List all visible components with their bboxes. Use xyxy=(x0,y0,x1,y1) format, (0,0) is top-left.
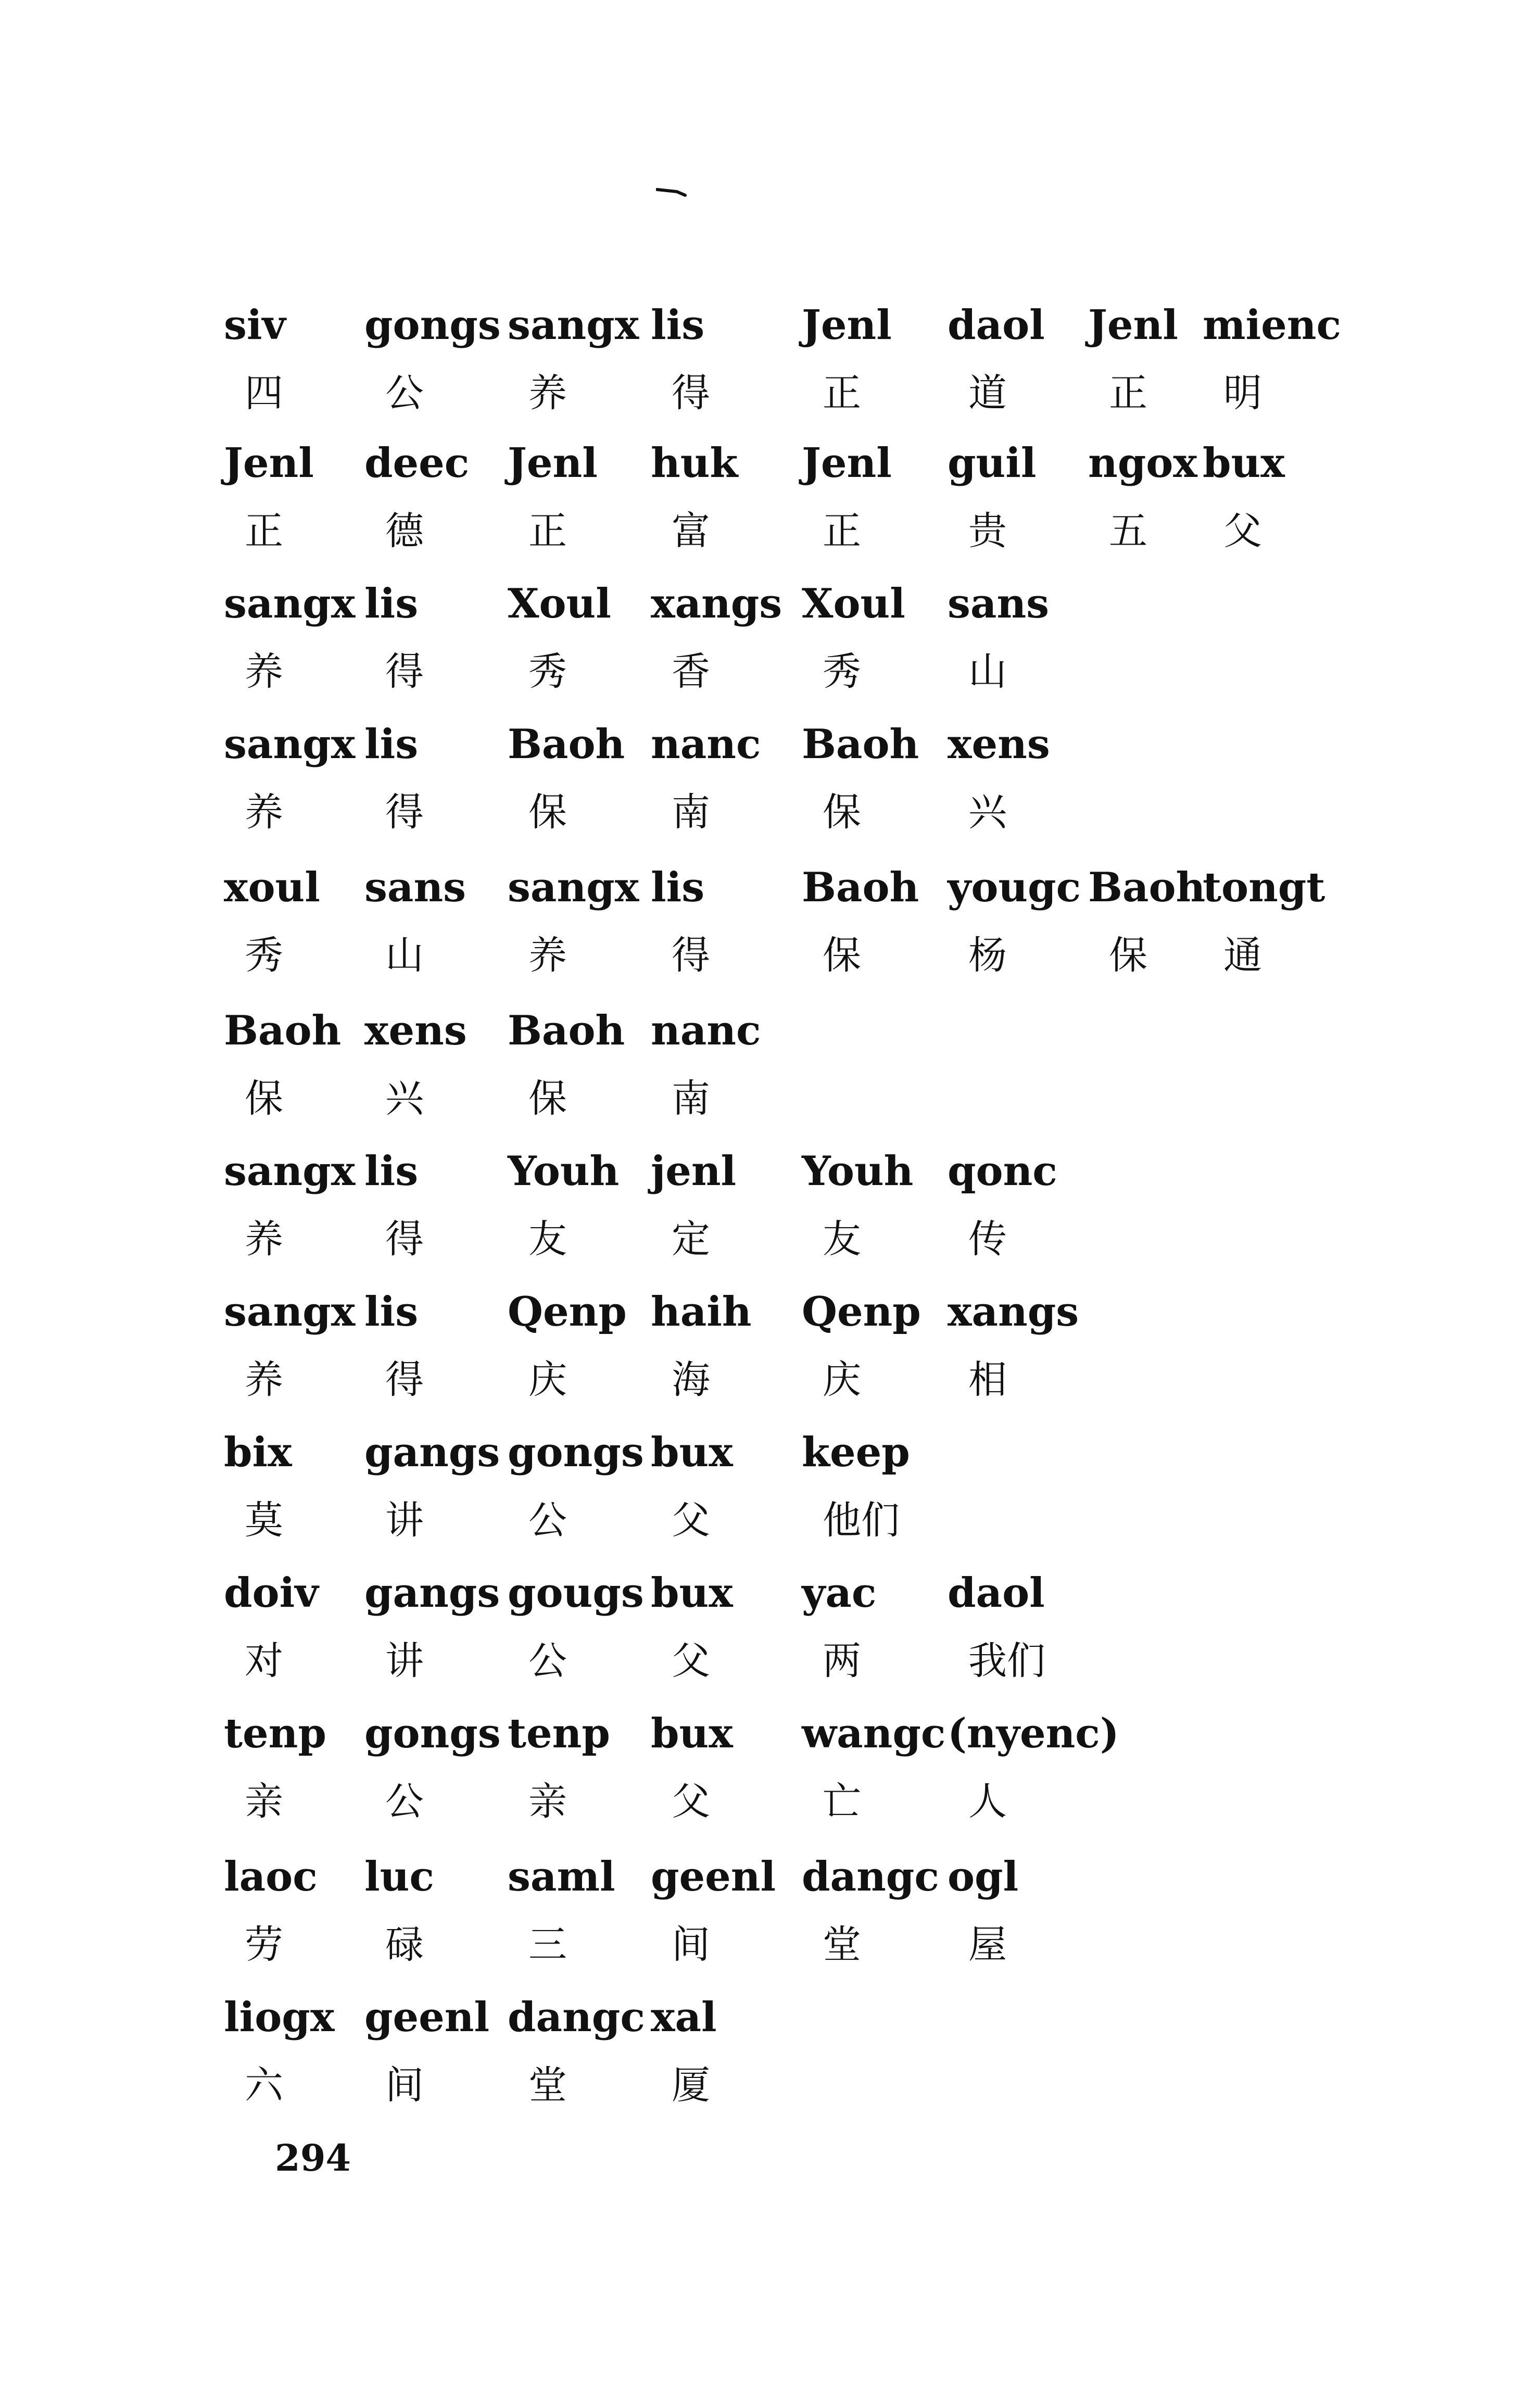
romanized-line xyxy=(224,1278,1390,1346)
romanized-word: gougs xyxy=(508,1569,644,1617)
chinese-word: 秀 xyxy=(245,933,283,978)
chinese-word: 秀 xyxy=(528,649,567,694)
romanized-word: mienc xyxy=(1203,301,1341,349)
romanized-word: ogl xyxy=(948,1853,1019,1900)
romanized-word: Qenp xyxy=(802,1288,921,1336)
chinese-word: 养 xyxy=(245,1357,283,1402)
romanized-word: gongs xyxy=(508,1429,644,1476)
chinese-word: 兴 xyxy=(385,1076,424,1121)
romanized-word: qonc xyxy=(948,1148,1057,1195)
chinese-word: 明 xyxy=(1223,371,1262,415)
romanized-word: yougc xyxy=(948,864,1081,911)
chinese-word: 公 xyxy=(385,1779,424,1824)
romanized-word: guil xyxy=(948,439,1037,487)
romanized-word: (nyenc) xyxy=(948,1710,1119,1757)
romanized-line xyxy=(224,1843,1390,1911)
chinese-word: 正 xyxy=(245,509,283,553)
romanized-line xyxy=(224,292,1390,359)
chinese-word: 父 xyxy=(1223,509,1262,553)
romanized-word: xens xyxy=(948,721,1050,768)
romanized-word: Qenp xyxy=(508,1288,627,1336)
romanized-word: sangx xyxy=(224,1148,356,1195)
romanized-line xyxy=(224,430,1390,497)
chinese-word: 厦 xyxy=(672,2063,710,2108)
romanized-line xyxy=(224,711,1390,778)
chinese-line xyxy=(224,497,1390,565)
chinese-word: 间 xyxy=(672,1922,710,1967)
romanized-word: dangc xyxy=(508,1994,645,2041)
romanized-word: saml xyxy=(508,1853,615,1900)
romanized-word: lis xyxy=(364,1148,419,1195)
chinese-word: 山 xyxy=(385,933,424,978)
romanized-word: ngox xyxy=(1088,439,1197,487)
chinese-word: 亡 xyxy=(823,1779,861,1824)
chinese-word: 正 xyxy=(823,371,861,415)
romanized-word: lis xyxy=(364,580,419,627)
chinese-word: 碌 xyxy=(385,1922,424,1967)
chinese-word: 保 xyxy=(245,1076,283,1121)
romanized-word: Jenl xyxy=(508,439,598,487)
romanized-word: xens xyxy=(364,1007,467,1054)
romanized-word: Baoh xyxy=(1088,864,1206,911)
romanized-word: gangs xyxy=(364,1429,500,1476)
chinese-word: 定 xyxy=(672,1217,710,1262)
chinese-line xyxy=(224,922,1390,989)
romanized-word: sangx xyxy=(224,721,356,768)
chinese-word: 五 xyxy=(1109,509,1147,553)
chinese-line xyxy=(224,1065,1390,1132)
chinese-word: 传 xyxy=(968,1217,1007,1262)
romanized-word: laoc xyxy=(224,1853,318,1900)
chinese-word: 间 xyxy=(385,2063,424,2108)
chinese-word: 得 xyxy=(672,371,710,415)
romanized-line xyxy=(224,1700,1390,1768)
chinese-word: 友 xyxy=(823,1217,861,1262)
romanized-word: sans xyxy=(364,864,466,911)
chinese-word: 堂 xyxy=(823,1922,861,1967)
romanized-word: lis xyxy=(364,1288,419,1336)
romanized-word: Baoh xyxy=(508,721,625,768)
romanized-word: wangc xyxy=(802,1710,946,1757)
romanized-word: gongs xyxy=(364,301,501,349)
chinese-word: 堂 xyxy=(528,2063,567,2108)
chinese-line xyxy=(224,1486,1390,1554)
romanized-word: bux xyxy=(651,1429,733,1476)
romanized-line xyxy=(224,1419,1390,1486)
chinese-word: 保 xyxy=(823,790,861,835)
romanized-line xyxy=(224,1559,1390,1627)
romanized-word: Jenl xyxy=(802,439,892,487)
dash-mark-icon xyxy=(656,187,687,197)
chinese-word: 亲 xyxy=(245,1779,283,1824)
chinese-word: 道 xyxy=(968,371,1007,415)
chinese-word: 劳 xyxy=(245,1922,283,1967)
romanized-word: xoul xyxy=(224,864,320,911)
romanized-word: lis xyxy=(651,864,705,911)
chinese-word: 德 xyxy=(385,509,424,553)
chinese-word: 通 xyxy=(1223,933,1262,978)
page-number: 294 xyxy=(275,2136,351,2180)
romanized-word: Jenl xyxy=(1088,301,1178,349)
romanized-word: sangx xyxy=(224,1288,356,1336)
romanized-word: lis xyxy=(651,301,705,349)
romanized-line xyxy=(224,854,1390,922)
chinese-word: 他们 xyxy=(823,1498,900,1543)
romanized-word: yac xyxy=(802,1569,877,1617)
chinese-word: 庆 xyxy=(823,1357,861,1402)
chinese-word: 得 xyxy=(385,1357,424,1402)
chinese-word: 屋 xyxy=(968,1922,1007,1967)
romanized-word: xangs xyxy=(948,1288,1079,1336)
chinese-word: 南 xyxy=(672,790,710,835)
romanized-word: Baoh xyxy=(802,864,919,911)
romanized-line xyxy=(224,1984,1390,2051)
chinese-word: 保 xyxy=(528,790,567,835)
romanized-line xyxy=(224,997,1390,1065)
chinese-word: 正 xyxy=(823,509,861,553)
romanized-word: liogx xyxy=(224,1994,335,2041)
romanized-word: nanc xyxy=(651,1007,761,1054)
chinese-word: 友 xyxy=(528,1217,567,1262)
chinese-word: 养 xyxy=(245,1217,283,1262)
romanized-word: daol xyxy=(948,301,1045,349)
chinese-line xyxy=(224,1627,1390,1695)
romanized-word: sangx xyxy=(508,864,639,911)
romanized-word: Baoh xyxy=(508,1007,625,1054)
chinese-word: 正 xyxy=(1109,371,1147,415)
chinese-word: 公 xyxy=(385,371,424,415)
chinese-word: 人 xyxy=(968,1779,1007,1824)
romanized-word: bix xyxy=(224,1429,292,1476)
romanized-word: gangs xyxy=(364,1569,500,1617)
chinese-line xyxy=(224,359,1390,427)
romanized-word: siv xyxy=(224,301,286,349)
chinese-word: 秀 xyxy=(823,649,861,694)
chinese-word: 香 xyxy=(672,649,710,694)
romanized-word: Jenl xyxy=(802,301,892,349)
chinese-word: 公 xyxy=(528,1639,567,1683)
romanized-word: Baoh xyxy=(224,1007,342,1054)
romanized-word: lis xyxy=(364,721,419,768)
romanized-word: Xoul xyxy=(508,580,611,627)
romanized-word: xangs xyxy=(651,580,782,627)
romanized-line xyxy=(224,1138,1390,1205)
chinese-word: 海 xyxy=(672,1357,710,1402)
chinese-line xyxy=(224,1205,1390,1273)
chinese-line xyxy=(224,1346,1390,1414)
chinese-word: 父 xyxy=(672,1639,710,1683)
romanized-word: Youh xyxy=(508,1148,620,1195)
chinese-word: 得 xyxy=(385,790,424,835)
chinese-word: 莫 xyxy=(245,1498,283,1543)
decorative-mark xyxy=(656,187,687,197)
chinese-word: 相 xyxy=(968,1357,1007,1402)
chinese-line xyxy=(224,778,1390,846)
romanized-word: dangc xyxy=(802,1853,939,1900)
chinese-word: 养 xyxy=(528,933,567,978)
chinese-word: 养 xyxy=(245,790,283,835)
chinese-word: 得 xyxy=(385,649,424,694)
romanized-word: sangx xyxy=(508,301,639,349)
romanized-word: tenp xyxy=(224,1710,326,1757)
chinese-word: 三 xyxy=(528,1922,567,1967)
romanized-word: Xoul xyxy=(802,580,905,627)
romanized-word: daol xyxy=(948,1569,1045,1617)
romanized-word: jenl xyxy=(651,1148,737,1195)
romanized-word: gongs xyxy=(364,1710,501,1757)
chinese-word: 养 xyxy=(528,371,567,415)
chinese-word: 杨 xyxy=(968,933,1007,978)
romanized-line xyxy=(224,570,1390,638)
chinese-word: 保 xyxy=(823,933,861,978)
chinese-word: 两 xyxy=(823,1639,861,1683)
romanized-word: tenp xyxy=(508,1710,610,1757)
romanized-word: bux xyxy=(1203,439,1285,487)
romanized-word: sans xyxy=(948,580,1050,627)
romanized-word: huk xyxy=(651,439,738,487)
romanized-word: deec xyxy=(364,439,470,487)
romanized-word: bux xyxy=(651,1710,733,1757)
romanized-word: keep xyxy=(802,1429,910,1476)
romanized-word: geenl xyxy=(364,1994,490,2041)
romanized-word: Jenl xyxy=(224,439,314,487)
chinese-word: 富 xyxy=(672,509,710,553)
chinese-word: 父 xyxy=(672,1498,710,1543)
chinese-word: 讲 xyxy=(385,1498,424,1543)
chinese-word: 对 xyxy=(245,1639,283,1683)
chinese-line xyxy=(224,1911,1390,1979)
romanized-word: sangx xyxy=(224,580,356,627)
romanized-word: haih xyxy=(651,1288,752,1336)
romanized-word: xal xyxy=(651,1994,717,2041)
chinese-line xyxy=(224,638,1390,706)
chinese-word: 公 xyxy=(528,1498,567,1543)
romanized-word: doiv xyxy=(224,1569,319,1617)
chinese-word: 四 xyxy=(245,371,283,415)
romanized-word: geenl xyxy=(651,1853,776,1900)
romanized-word: tongt xyxy=(1203,864,1326,911)
chinese-word: 得 xyxy=(672,933,710,978)
chinese-word: 庆 xyxy=(528,1357,567,1402)
chinese-word: 我们 xyxy=(968,1639,1045,1683)
romanized-word: bux xyxy=(651,1569,733,1617)
chinese-word: 兴 xyxy=(968,790,1007,835)
romanized-word: nanc xyxy=(651,721,761,768)
chinese-word: 保 xyxy=(528,1076,567,1121)
romanized-word: Baoh xyxy=(802,721,919,768)
chinese-word: 父 xyxy=(672,1779,710,1824)
chinese-word: 六 xyxy=(245,2063,283,2108)
chinese-line xyxy=(224,2051,1390,2119)
chinese-word: 亲 xyxy=(528,1779,567,1824)
romanized-word: luc xyxy=(364,1853,434,1900)
chinese-word: 南 xyxy=(672,1076,710,1121)
chinese-word: 得 xyxy=(385,1217,424,1262)
chinese-word: 讲 xyxy=(385,1639,424,1683)
chinese-word: 山 xyxy=(968,649,1007,694)
chinese-line xyxy=(224,1768,1390,1835)
chinese-word: 贵 xyxy=(968,509,1007,553)
chinese-word: 保 xyxy=(1109,933,1147,978)
romanized-word: Youh xyxy=(802,1148,914,1195)
chinese-word: 养 xyxy=(245,649,283,694)
chinese-word: 正 xyxy=(528,509,567,553)
